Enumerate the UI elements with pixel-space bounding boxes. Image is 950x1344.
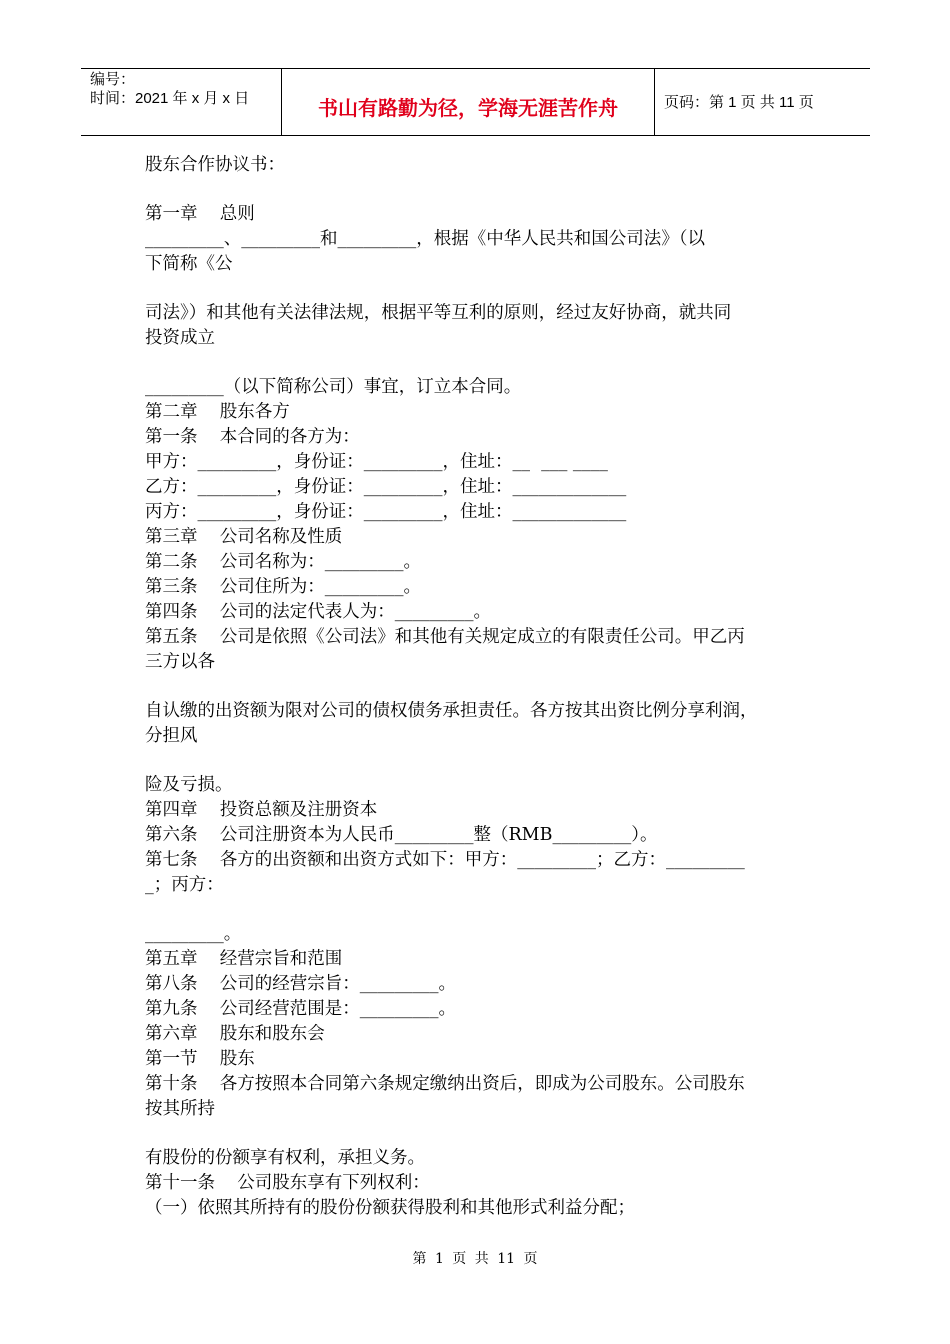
body-line: 丙方：_________，身份证：_________，住址：_____________ <box>145 502 627 522</box>
body-line: 下简称《公 <box>145 254 233 274</box>
header-motto: 书山有路勤为径，学海无涯苦作舟 <box>318 96 618 120</box>
body-line: _________、_________和_________，根据《中华人民共和国公司法》（以 <box>145 229 705 249</box>
body-line: 第二条 公司名称为：_________。 <box>145 552 422 572</box>
body-line: 第三章 公司名称及性质 <box>145 527 343 547</box>
page-footer: 第 1 页 共 11 页 <box>412 1251 538 1267</box>
body-line: 险及亏损。 <box>145 775 233 795</box>
body-line: 第四章 投资总额及注册资本 <box>145 800 378 820</box>
body-line: 第六章 股东和股东会 <box>145 1024 325 1044</box>
body-line: 甲方：_________，身份证：_________，住址：__ ___ ____ <box>145 452 608 472</box>
body-line: 第一节 股东 <box>145 1049 255 1069</box>
body-line: 三方以各 <box>145 652 215 672</box>
body-line: 第十一条 公司股东享有下列权利： <box>145 1173 430 1193</box>
body-line: 第二章 股东各方 <box>145 402 290 422</box>
body-line: （一）依照其所持有的股份份额获得股利和其他形式利益分配； <box>145 1198 635 1218</box>
body-line: 第四条 公司的法定代表人为：_________。 <box>145 602 491 622</box>
body-line: 第三条 公司住所为：_________。 <box>145 577 422 597</box>
body-line: 有股份的份额享有权利，承担义务。 <box>145 1148 425 1168</box>
body-line: 第六条 公司注册资本为人民币_________整（RMB_________）。 <box>145 825 658 845</box>
body-line: 第九条 公司经营范围是：_________。 <box>145 999 457 1019</box>
page-indicator: 页码：第 1 页 共 11 页 <box>664 94 814 111</box>
header-divider-right <box>654 68 655 136</box>
date-label: 时间：2021 年 x 月 x 日 <box>90 90 250 107</box>
body-line: 司法》）和其他有关法律法规，根据平等互利的原则，经过友好协商，就共同 <box>145 303 732 323</box>
body-line: 乙方：_________，身份证：_________，住址：_____________ <box>145 477 627 497</box>
body-line: 自认缴的出资额为限对公司的债权债务承担责任。各方按其出资比例分享利润， <box>145 701 758 721</box>
body-line: 投资成立 <box>145 328 215 348</box>
body-line: 第五章 经营宗旨和范围 <box>145 949 343 969</box>
body-line: 分担风 <box>145 726 198 746</box>
body-line: 第一章 总则 <box>145 204 255 224</box>
body-line: _；丙方： <box>145 875 224 895</box>
serial-number-label: 编号： <box>90 71 136 88</box>
body-line: 按其所持 <box>145 1099 215 1119</box>
header-bottom-rule <box>81 135 870 136</box>
body-line: 第一条 本合同的各方为： <box>145 427 360 447</box>
body-line: _________（以下简称公司）事宜，订立本合同。 <box>145 377 522 397</box>
body-line: 第五条 公司是依照《公司法》和其他有关规定成立的有限责任公司。甲乙丙 <box>145 627 745 647</box>
header-top-rule <box>81 68 870 69</box>
body-line: 第十条 各方按照本合同第六条规定缴纳出资后，即成为公司股东。公司股东 <box>145 1074 745 1094</box>
body-line: 第七条 各方的出资额和出资方式如下：甲方：_________；乙方：_________ <box>145 850 745 870</box>
body-line: _________。 <box>145 924 242 944</box>
body-line: 股东合作协议书： <box>145 155 285 175</box>
body-line: 第八条 公司的经营宗旨：_________。 <box>145 974 457 994</box>
